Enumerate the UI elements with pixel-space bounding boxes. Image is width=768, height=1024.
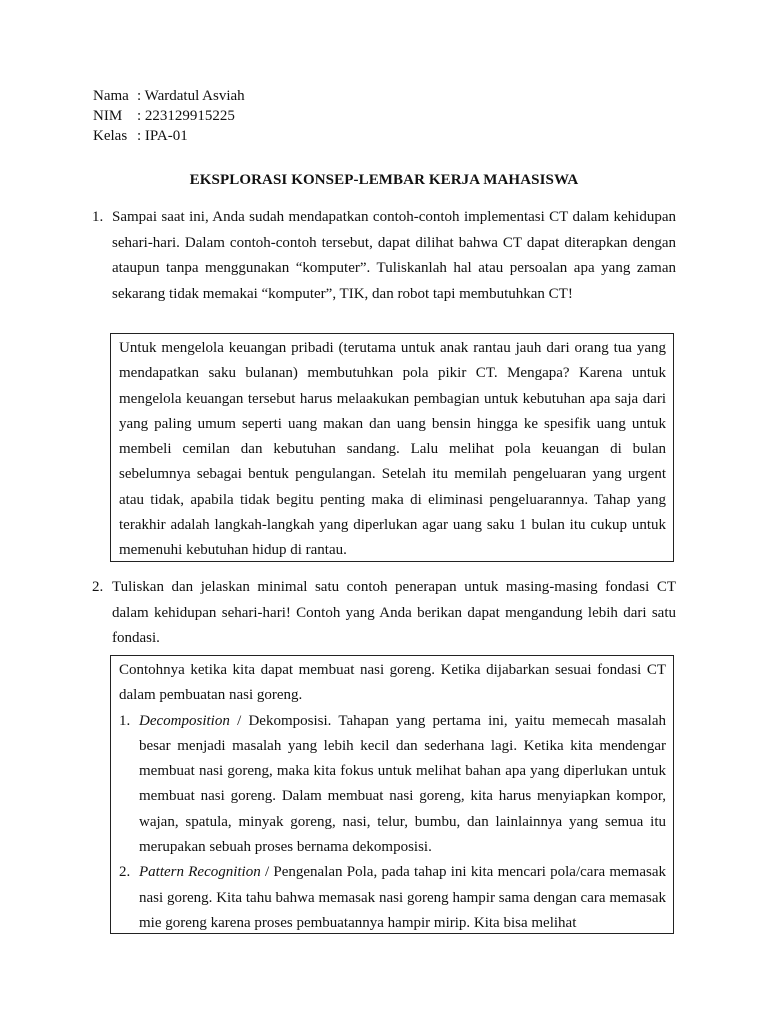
nim-row bbox=[93, 106, 245, 126]
question-2-number: 2. bbox=[92, 579, 104, 595]
answer-1-text: Untuk mengelola keuangan pribadi (terutama untuk anak rantau jauh dari orang tua yang mendapatkan saku bulanan) membutuhkan pola pikir CT. Mengapa? Karena untuk mengelola keuangan tersebut harus melaakukan pembagian untuk kebutuhan apa saja dari yang paling umum seperti uang makan dan uang bensin hingga ke spesifik uang untuk membeli cemilan dan kebutuhan sandang. Lalu melihat pola keuangan di bulan sebelumnya sebagai bentuk pengulangan. Setelah itu memilah pengeluaran yang urgent atau tidak, apabila tidak begitu penting maka di eliminasi pengeluarannya. Tahap yang terakhir adalah langkah-langkah yang diperlukan agar uang saku 1 bulan itu cukup untuk memenuhi kebutuhan hidup di rantau. bbox=[119, 340, 666, 559]
name-row bbox=[93, 86, 245, 106]
answer-1-box bbox=[110, 333, 674, 562]
nim-label: NIM bbox=[93, 108, 123, 124]
answer-2-intro: Contohnya ketika kita dapat membuat nasi goreng. Ketika dijabarkan sesuai fondasi CT dalam pembuatan nasi goreng. bbox=[119, 662, 666, 704]
list-item-text: / Pengenalan Pola, pada tahap ini kita mencari pola/cara memasak nasi goreng. Kita tahu bahwa memasak nasi goreng hampir sama dengan cara memasak mie goreng karena proses pembuatannya hampir mirip. Kita bisa melihat bbox=[139, 864, 666, 931]
list-item-number: 2. bbox=[119, 864, 131, 881]
list-item-term: Decomposition bbox=[139, 712, 230, 729]
list-item-text: / Dekomposisi. Tahapan yang pertama ini, yaitu memecah masalah besar menjadi masalah yang lebih kecil dan sederhana lagi. Ketika kita mendengar membuat nasi goreng, maka kita fokus untuk melihat bahan apa yang diperlukan untuk membuat nasi goreng. Dalam membuat nasi goreng, kita harus menyiapkan kompor, wajan, spatula, minyak goreng, nasi, telur, bumbu, dan lainlainnya yang semua itu merupakan sebuah proses bernama dekomposisi. bbox=[139, 712, 666, 856]
nim-value: : 223129915225 bbox=[137, 108, 235, 124]
class-value: : IPA-01 bbox=[137, 128, 188, 144]
question-1 bbox=[92, 205, 676, 307]
class-label: Kelas bbox=[93, 128, 128, 144]
list-item-term: Pattern Recognition bbox=[139, 864, 261, 881]
list-item bbox=[119, 709, 666, 861]
question-1-number: 1. bbox=[92, 209, 104, 225]
question-1-text: Sampai saat ini, Anda sudah mendapatkan contoh-contoh implementasi CT dalam kehidupan sehari-hari. Dalam contoh-contoh tersebut, dapat dilihat bahwa CT dapat diterapkan dengan ataupun tanpa menggunakan “komputer”. Tuliskanlah hal atau persoalan apa yang zaman sekarang tidak memakai “komputer”, TIK, dan robot tapi membutuhkan CT! bbox=[112, 209, 676, 302]
list-item-number: 1. bbox=[119, 712, 131, 729]
document-title: EKSPLORASI KONSEP-LEMBAR KERJA MAHASISWA bbox=[189, 172, 579, 188]
question-2-text: Tuliskan dan jelaskan minimal satu contoh penerapan untuk masing-masing fondasi CT dalam kehidupan sehari-hari! Contoh yang Anda berikan dapat mengandung lebih dari satu fondasi. bbox=[112, 579, 676, 646]
answer-2-box bbox=[110, 655, 674, 934]
name-label: Nama bbox=[93, 88, 129, 104]
class-row bbox=[93, 126, 245, 146]
name-value: : Wardatul Asviah bbox=[137, 88, 245, 104]
student-info bbox=[93, 86, 245, 146]
question-2 bbox=[92, 575, 676, 652]
list-item bbox=[119, 860, 666, 934]
